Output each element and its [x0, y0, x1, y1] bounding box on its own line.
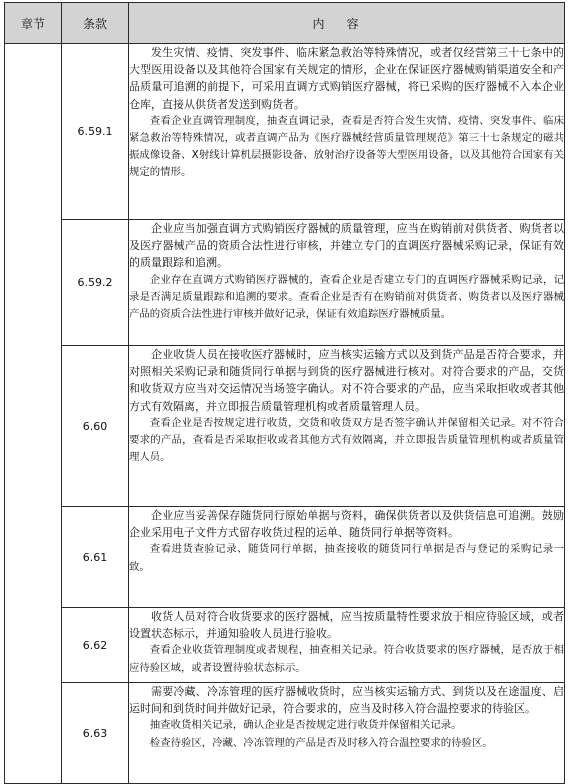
inspection-text: 企业存在直调方式购销医疗器械的，查看企业是否建立专门的直调医疗器械采购记录，记录是否满足质量跟踪和追溯的要求。查看企业是否有在购销前对供货者、购货者以及医疗器械产品的资质合法性进行审核并做好记录，保证有效追踪医疗器械质量。 [129, 273, 564, 321]
requirement-text: 企业应当妥善保存随货同行原始单据与资料，确保供货者以及供货信息可追溯。鼓励企业采用电子文件方式留存收货过程的运单、随货同行单据等资料。 [129, 509, 564, 540]
inspection-text: 抽查收货相关记录，确认企业是否按规定进行收货并保留相关记录。 [149, 719, 462, 732]
clause-number: 6.59.2 [62, 220, 129, 346]
clause-number: 6.59.1 [62, 44, 129, 220]
content-cell [129, 683, 565, 784]
clause-number: 6.60 [62, 346, 129, 507]
table-header-row [5, 3, 565, 44]
table-row [5, 44, 565, 220]
table-row [5, 608, 565, 683]
content-cell [129, 507, 565, 608]
requirement-text: 企业应当加强直调方式购销医疗器械的质量管理，应当在购销前对供货者、购货者以及医疗器械产品的资质合法性进行审核，并建立专门的直调医疗器械采购记录，保证有效的质量跟踪和追溯。 [129, 222, 564, 270]
inspection-text: 检查待验区，冷藏、冷冻管理的产品是否及时移入符合温控要求的待验区。 [149, 736, 493, 749]
requirement-text: 发生灾情、疫情、突发事件、临床紧急救治等特殊情况，或者仅经营第三十七条中的大型医用设备以及其他符合国家有关规定的情形，企业在保证医疗器械购销渠道安全和产品质量可追溯的前提下，可采用直调方式购销医疗器械，将已采购的医疗器械不入本企业仓库，直接从供货者发送到购货者。 [129, 46, 564, 111]
clause-number: 6.63 [62, 683, 129, 784]
content-cell [129, 346, 565, 507]
table-row [5, 683, 565, 784]
inspection-text: 查看进货查验记录、随货同行单据，抽查接收的随货同行单据是否与登记的采购记录一致。 [129, 543, 564, 573]
table-row [5, 346, 565, 507]
content-cell [129, 220, 565, 346]
requirement-text: 企业收货人员在接收医疗器械时，应当核实运输方式以及到货产品是否符合要求，并对照相关采购记录和随货同行单据与到货的医疗器械进行核对。对符合要求的产品，交货和收货双方应当对交运情况当场签字确认。对不符合要求的产品，应当采取拒收或者其他方式有效隔离，并立即报告质量管理机构或者质量管理人员。 [129, 348, 564, 413]
table-row [5, 220, 565, 346]
requirement-text: 需要冷藏、冷冻管理的医疗器械收货时，应当核实运输方式、到货以及在途温度、启运时间和到货时间并做好记录，符合要求的，应当及时移入符合温控要求的待验区。 [129, 685, 564, 716]
content-cell [129, 44, 565, 220]
clause-number: 6.62 [62, 608, 129, 683]
table-row [5, 507, 565, 608]
inspection-text: 查看企业是否按规定进行收货，交货和收货双方是否签字确认并保留相关记录。对不符合要求的产品，查看是否采取拒收或者其他方式有效隔离，并立即报告质量管理机构或者质量管理人员。 [129, 416, 564, 464]
requirement-text: 收货人员对符合收货要求的医疗器械，应当按质量特性要求放于相应待验区域，或者设置状态标示，并通知验收人员进行验收。 [129, 610, 564, 641]
inspection-text: 查看企业收货管理制度或者规程，抽查相关记录。符合收货要求的医疗器械，是否放于相应待验区域，或者设置待验状态标示。 [129, 644, 564, 674]
clause-number: 6.61 [62, 507, 129, 608]
content-cell [129, 608, 565, 683]
header-clause: 条款 [62, 3, 129, 44]
header-content: 内容 [129, 3, 565, 44]
header-chapter: 章节 [5, 3, 62, 44]
chapter-cell [5, 44, 62, 784]
regulation-table [4, 2, 565, 784]
inspection-text: 查看企业直调管理制度，抽查直调记录，查看是否符合发生灾情、疫情、突发事件、临床紧急救治等特殊情况，或者直调产品为《医疗器械经营质量管理规范》第三十七条规定的磁共振成像设备、X射线计算机层摄影设备、放射治疗设备等大型医用设备，以及其他符合国家有关规定的情形。 [129, 114, 564, 179]
